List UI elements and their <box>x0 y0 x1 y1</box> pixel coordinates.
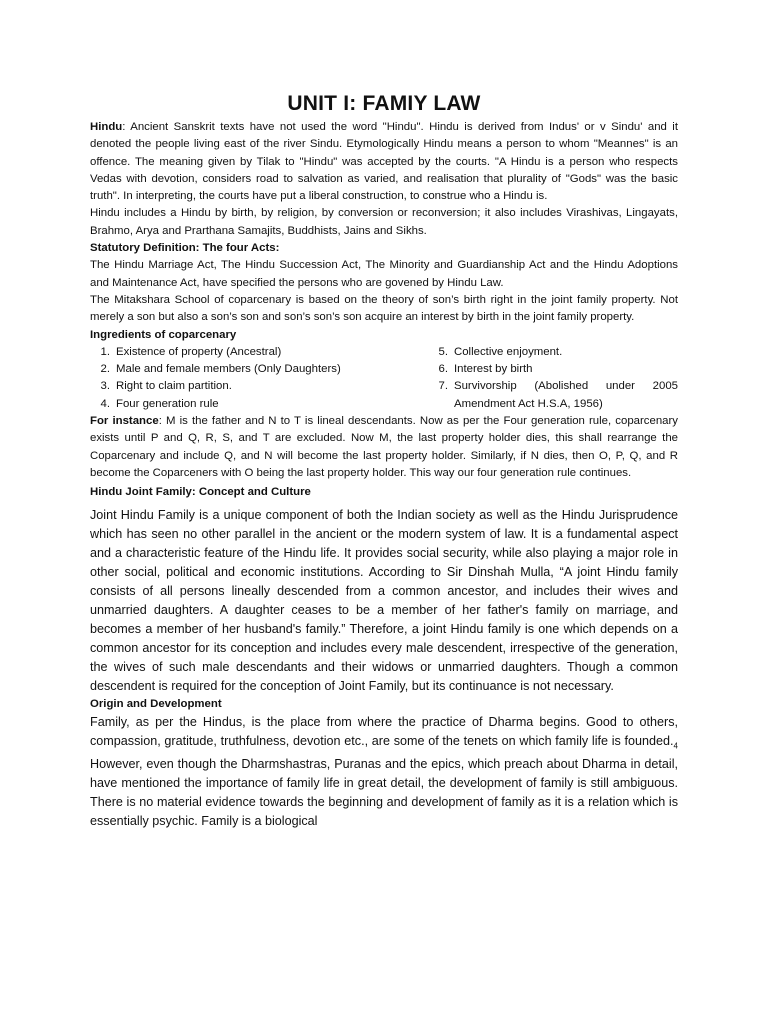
instance-text: : M is the father and N to T is lineal descendants. Now as per the Four generation rule, coparcenary exists until P and Q, R, S, and T are excluded. Now M, the last property holder dies, this shall rearrange the Coparcenary and include Q, and N will become the last property holder. Similarly, if N dies, then O, P, Q, and R become the Coparceners with O being the last property holder. This way our four generation rule continues. <box>90 415 678 479</box>
hindu-paragraph <box>90 119 678 205</box>
list-item: 3. Right to claim partition. <box>100 380 232 393</box>
origin-paragraph <box>90 713 678 832</box>
hindu-text: : Ancient Sanskrit texts have not used the word "Hindu". Hindu is derived from Indus' or v Sindu' and it denoted the people living east of the river Sindu. Etymologically Hindu means a person to whom "Meannes" is an offence. The meaning given by Tilak to "Hindu" was accepted by the courts. "A Hindu is a person who respects Vedas with devotion, considers road to salvation as varied, and realisation that plurality of "Gods" was the basic truth". In interpreting, the courts have put a liberal construction, to construe who a Hindu is. <box>90 121 678 203</box>
list-item: 2. Male and female members (Only Daughters) <box>100 363 341 376</box>
instance-label: For instance <box>90 415 159 428</box>
statutory-paragraph-1: The Hindu Marriage Act, The Hindu Succession Act, The Minority and Guardianship Act and the Hindu Adoptions and Maintenance Act, have specified the persons who are govened by Hindu Law. <box>90 259 678 289</box>
list-item: 4. Four generation rule <box>100 397 219 410</box>
joint-family-heading: Hindu Joint Family: Concept and Culture <box>90 486 311 499</box>
origin-heading: Origin and Development <box>90 697 222 710</box>
list-item: 5. Collective enjoyment. <box>438 345 563 358</box>
ingredients-list-right <box>428 344 678 413</box>
list-item: 7. Survivorship (Abolished under 2005 Amendment Act H.S.A, 1956) <box>438 380 678 410</box>
ingredients-list <box>90 344 678 413</box>
statutory-paragraph-2: The Mitakshara School of coparcenary is based on the theory of son’s birth right in the joint family property. Not merely a son but also a son’s son and son’s son’s son acquire an interest by birth in the joint family property. <box>90 293 678 324</box>
ingredients-list-left <box>90 344 362 413</box>
origin-text-b: However, even though the Dharmshastras, Puranas and the epics, which preach about Dharma in detail, have mentioned the importance of family life in great detail, the development of family is still ambiguous. There is no material evidence towards the beginning and development of family as it is a relation which is essentially psychic. Family is a biological <box>90 757 678 829</box>
hindu-label: Hindu <box>90 121 123 133</box>
hindu-includes-paragraph: Hindu includes a Hindu by birth, by religion, by conversion or reconversion; it also includes Virashivas, Lingayats, Brahmo, Arya and Prarthana Samajits, Buddhists, Jains and Sikhs. <box>90 207 678 237</box>
statutory-heading: Statutory Definition: The four Acts: <box>90 242 280 255</box>
list-item: 1. Existence of property (Ancestral) <box>100 345 282 358</box>
list-item: 6. Interest by birth <box>438 363 533 376</box>
origin-text-a: Family, as per the Hindus, is the place from where the practice of Dharma begins. Good to others, compassion, gratitude, truthfulness, devotion etc., are some of the tenets on which family life is founded. <box>90 714 678 748</box>
ingredients-heading: Ingredients of coparcenary <box>90 328 237 341</box>
page-title: UNIT I: FAMIY LAW <box>287 92 481 115</box>
footnote-marker: 4 <box>673 741 678 751</box>
instance-paragraph <box>90 413 678 482</box>
joint-family-paragraph: Joint Hindu Family is a unique component of both the Indian society as well as the Hindu Jurisprudence which has seen no other parallel in the ancient or the modern system of law. It is a fundamental aspect and a characteristic feature of the Hindu life. It provides social security, while also playing a major role in other social, political and economic institutions. According to Sir Dinshah Mulla, “A joint Hindu family consists of all persons lineally descended from a common ancestor, and includes their wives and unmarried daughters. A daughter ceases to be a member of her father's family on marriage, and becomes a member of her husband's family.” Therefore, a joint Hindu family is one which depends on a common ancestor for its conception and includes every male descendent, irrespective of the generation, the wives of such male descendants and their widows or unmarried daughters. Though a common descendent is required for the conception of Joint Family, but its continuance is not necessary. <box>90 507 678 693</box>
document-page <box>90 92 678 831</box>
